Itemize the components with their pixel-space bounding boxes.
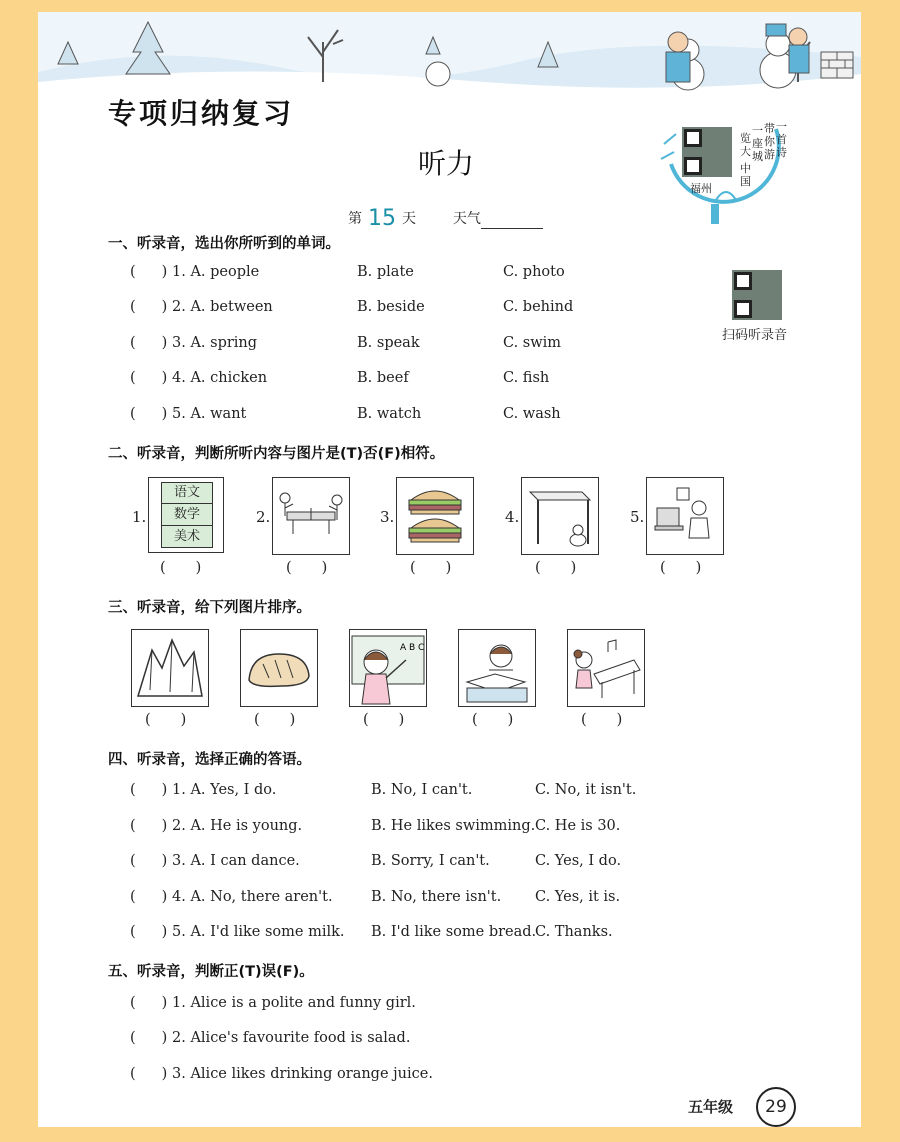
option-b: B. watch (357, 406, 422, 422)
option-b: B. No, I can't. (371, 782, 473, 798)
weather-blank[interactable] (481, 214, 543, 229)
answer-paren[interactable]: ( ) (254, 712, 296, 728)
girl-piano-picture (567, 629, 645, 707)
answer-paren[interactable]: ( ) (472, 712, 514, 728)
option-c: C. fish (503, 370, 550, 386)
statement: 2. Alice's favourite food is salad. (172, 1030, 411, 1046)
answer-paren[interactable]: ( ) (130, 818, 168, 834)
winter-banner (38, 12, 861, 96)
day-suffix: 天 (402, 211, 416, 227)
page-number: 29 (756, 1087, 796, 1127)
answer-paren[interactable]: ( ) (130, 299, 168, 315)
option-c: C. No, it isn't. (535, 782, 637, 798)
pic-number: 2. (256, 508, 271, 526)
option-b: B. I'd like some bread. (371, 924, 537, 940)
part1-question-1 (130, 264, 630, 284)
answer-paren[interactable]: ( ) (160, 560, 202, 576)
option-c: C. Yes, it is. (535, 889, 621, 905)
part3-heading: 三、听录音，给下列图片排序。 (108, 600, 311, 616)
part4-question-5 (130, 924, 690, 944)
option-a: 5. A. want (172, 406, 247, 422)
poem-col-1: 一首诗 (776, 120, 787, 159)
answer-paren[interactable]: ( ) (130, 1066, 168, 1082)
option-a: 5. A. I'd like some milk. (172, 924, 345, 940)
part5-heading: 五、听录音，判断正(T)误(F)。 (108, 964, 314, 980)
statement: 1. Alice is a polite and funny girl. (172, 995, 416, 1011)
ping-pong-picture (272, 477, 350, 555)
option-a: 1. A. people (172, 264, 260, 280)
poem-col-3: 一座城 (752, 124, 763, 163)
part4-question-2 (130, 818, 690, 838)
city-label: 福州 (690, 182, 712, 195)
grade-label: 五年级 (688, 1098, 734, 1116)
option-a: 2. A. between (172, 299, 273, 315)
part1-question-2 (130, 299, 630, 319)
book-label: 美术 (173, 529, 200, 544)
poem-col-5: 中国 (740, 162, 751, 188)
option-b: B. No, there isn't. (371, 889, 502, 905)
part4-heading: 四、听录音，选择正确的答语。 (108, 752, 311, 768)
answer-paren[interactable]: ( ) (286, 560, 328, 576)
answer-paren[interactable]: ( ) (145, 712, 187, 728)
answer-paren[interactable]: ( ) (130, 924, 168, 940)
table-cat-picture (521, 477, 599, 555)
part5-question-2 (130, 1030, 530, 1050)
poem-col-2: 带你游 (764, 122, 775, 161)
answer-paren[interactable]: ( ) (535, 560, 577, 576)
option-a: 4. A. chicken (172, 370, 268, 386)
answer-paren[interactable]: ( ) (581, 712, 623, 728)
poem-col-4: 览大 (740, 132, 751, 158)
answer-paren[interactable]: ( ) (130, 782, 168, 798)
answer-paren[interactable]: ( ) (660, 560, 702, 576)
board-letters: A B C (400, 643, 425, 653)
part4-question-1 (130, 782, 690, 802)
option-c: C. photo (503, 264, 565, 280)
option-a: 4. A. No, there aren't. (172, 889, 333, 905)
answer-paren[interactable]: ( ) (363, 712, 405, 728)
pic-number: 3. (380, 508, 395, 526)
hamburgers-picture (396, 477, 474, 555)
answer-paren[interactable]: ( ) (410, 560, 452, 576)
section-title: 专项归纳复习 (108, 97, 295, 130)
part1-question-3 (130, 335, 630, 355)
teacher-picture (349, 629, 427, 707)
answer-paren[interactable]: ( ) (130, 370, 168, 386)
part5-question-1 (130, 995, 530, 1015)
answer-paren[interactable]: ( ) (130, 889, 168, 905)
weather-label: 天气 (452, 211, 481, 227)
option-b: B. He likes swimming. (371, 818, 536, 834)
part1-heading: 一、听录音，选出你所听到的单词。 (108, 236, 340, 252)
option-c: C. Thanks. (535, 924, 613, 940)
answer-paren[interactable]: ( ) (130, 264, 168, 280)
city-badge-frame (656, 104, 816, 234)
option-b: B. plate (357, 264, 414, 280)
day-prefix: 第 (348, 211, 362, 227)
option-b: B. Sorry, I can't. (371, 853, 490, 869)
option-a: 1. A. Yes, I do. (172, 782, 277, 798)
option-b: B. beef (357, 370, 409, 386)
option-c: C. He is 30. (535, 818, 621, 834)
pic-number: 1. (132, 508, 147, 526)
option-a: 3. A. spring (172, 335, 258, 351)
bread-picture (240, 629, 318, 707)
option-a: 3. A. I can dance. (172, 853, 300, 869)
lesson-title: 听力 (418, 147, 475, 180)
computer-boy-picture (646, 477, 724, 555)
option-c: C. swim (503, 335, 562, 351)
pic-number: 4. (505, 508, 520, 526)
day-number: 15 (368, 206, 396, 231)
answer-paren[interactable]: ( ) (130, 853, 168, 869)
book-label: 数学 (162, 504, 212, 526)
day-line (348, 204, 543, 229)
answer-paren[interactable]: ( ) (130, 995, 168, 1011)
option-b: B. speak (357, 335, 420, 351)
scan-label: 扫码听录音 (722, 328, 788, 343)
answer-paren[interactable]: ( ) (130, 1030, 168, 1046)
part2-heading: 二、听录音，判断所听内容与图片是(T)否(F)相符。 (108, 446, 445, 462)
answer-paren[interactable]: ( ) (130, 406, 168, 422)
option-b: B. beside (357, 299, 425, 315)
option-c: C. wash (503, 406, 561, 422)
part1-question-4 (130, 370, 630, 390)
audio-qr-code[interactable] (732, 270, 782, 320)
city-qr-code[interactable] (682, 127, 732, 177)
part1-question-5 (130, 406, 630, 426)
option-c: C. behind (503, 299, 574, 315)
pic-number: 5. (630, 508, 645, 526)
option-a: 2. A. He is young. (172, 818, 303, 834)
books-picture (148, 477, 224, 553)
part4-question-4 (130, 889, 690, 909)
mountains-picture (131, 629, 209, 707)
answer-paren[interactable]: ( ) (130, 335, 168, 351)
part4-question-3 (130, 853, 690, 873)
worksheet-page (38, 12, 861, 1127)
part5-question-3 (130, 1066, 530, 1086)
option-c: C. Yes, I do. (535, 853, 622, 869)
book-label: 语文 (162, 483, 212, 504)
statement: 3. Alice likes drinking orange juice. (172, 1066, 433, 1082)
boy-reading-picture (458, 629, 536, 707)
